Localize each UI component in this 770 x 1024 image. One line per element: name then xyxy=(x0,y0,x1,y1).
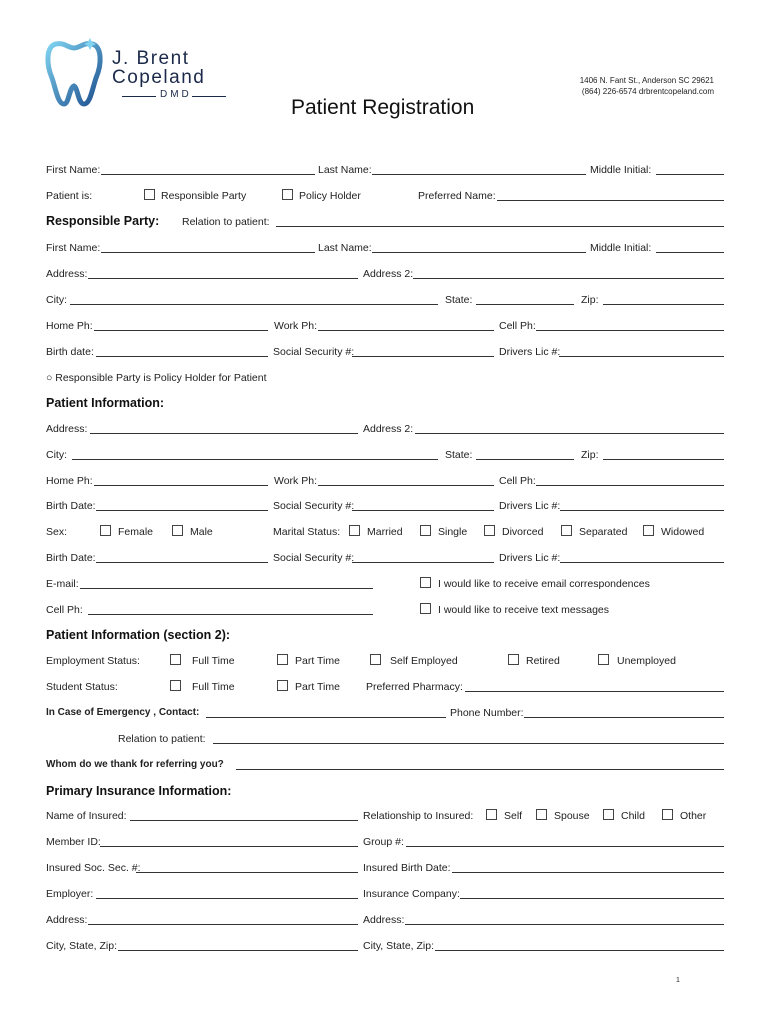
emergency-contact-field[interactable] xyxy=(206,717,446,718)
relationship-self-label: Self xyxy=(504,810,523,822)
preferred-name-field[interactable] xyxy=(497,200,724,201)
self-employed-checkbox[interactable] xyxy=(370,654,381,665)
patient-address-label: Address: xyxy=(46,423,88,435)
text-opt-in-checkbox[interactable] xyxy=(420,603,431,614)
resp-address2-label: Address 2: xyxy=(363,268,414,280)
resp-last-name-field[interactable] xyxy=(372,252,586,253)
student-full-time-checkbox[interactable] xyxy=(170,680,181,691)
student-part-time-checkbox[interactable] xyxy=(277,680,288,691)
emergency-relation-label: Relation to patient: xyxy=(118,733,206,745)
emergency-relation-field[interactable] xyxy=(213,743,724,744)
resp-first-name-label: First Name: xyxy=(46,242,101,254)
relationship-other-label: Other xyxy=(680,810,707,822)
relationship-child-label: Child xyxy=(621,810,645,822)
practice-address: 1406 N. Fant St., Anderson SC 29621 xyxy=(579,76,714,85)
patient-drivers-lic-field[interactable] xyxy=(560,510,724,511)
patient-home-ph-label: Home Ph: xyxy=(46,475,93,487)
resp-drivers-lic-label: Drivers Lic #: xyxy=(499,346,561,358)
insured-ssn-label: Insured Soc. Sec. #: xyxy=(46,862,141,874)
resp-drivers-lic-field[interactable] xyxy=(559,356,724,357)
retired-checkbox[interactable] xyxy=(508,654,519,665)
resp-ssn-label: Social Security #: xyxy=(273,346,355,358)
employment-part-time-checkbox[interactable] xyxy=(277,654,288,665)
referral-field[interactable] xyxy=(236,769,724,770)
resp-home-ph-label: Home Ph: xyxy=(46,320,93,332)
name-of-insured-label: Name of Insured: xyxy=(46,810,127,822)
insured-city-state-zip-field[interactable] xyxy=(118,950,358,951)
responsible-party-heading: Responsible Party: xyxy=(46,214,160,228)
insured-address-field[interactable] xyxy=(88,924,358,925)
marital-divorced-label: Divorced xyxy=(502,526,544,538)
patient-address-field[interactable] xyxy=(90,433,358,434)
marital-widowed-checkbox[interactable] xyxy=(643,525,654,536)
member-id-field[interactable] xyxy=(100,846,358,847)
resp-state-label: State: xyxy=(445,294,473,306)
logo-dmd: DMD xyxy=(160,89,192,100)
relationship-other-checkbox[interactable] xyxy=(662,809,673,820)
self-employed-label: Self Employed xyxy=(390,655,458,667)
patient-birth-date2-field[interactable] xyxy=(96,562,268,563)
practice-logo xyxy=(44,38,244,110)
primary-insurance-heading: Primary Insurance Information: xyxy=(46,784,232,798)
company-address-field[interactable] xyxy=(405,924,724,925)
patient-city-field[interactable] xyxy=(72,459,438,460)
employment-full-time-checkbox[interactable] xyxy=(170,654,181,665)
resp-relation-field[interactable] xyxy=(276,226,724,227)
responsible-party-checkbox[interactable] xyxy=(144,189,155,200)
sex-male-label: Male xyxy=(190,526,213,538)
resp-zip-label: Zip: xyxy=(581,294,599,306)
marital-status-label: Marital Status: xyxy=(273,526,341,538)
relationship-to-insured-label: Relationship to Insured: xyxy=(363,810,474,822)
email-opt-in-checkbox[interactable] xyxy=(420,577,431,588)
middle-initial-field[interactable] xyxy=(656,174,724,175)
name-of-insured-field[interactable] xyxy=(130,820,358,821)
insured-birth-date-field[interactable] xyxy=(452,872,724,873)
logo-name-line2: Copeland xyxy=(112,67,206,88)
patient-cell-ph2-label: Cell Ph: xyxy=(46,604,83,616)
resp-work-ph-label: Work Ph: xyxy=(274,320,317,332)
logo-rule-left xyxy=(122,96,156,97)
page-title: Patient Registration xyxy=(291,96,475,119)
employment-status-label: Employment Status: xyxy=(46,655,140,667)
unemployed-checkbox[interactable] xyxy=(598,654,609,665)
marital-married-label: Married xyxy=(367,526,403,538)
patient-state-field[interactable] xyxy=(476,459,574,460)
resp-ssn-field[interactable] xyxy=(352,356,494,357)
patient-ssn2-field[interactable] xyxy=(352,562,494,563)
patient-info-heading: Patient Information: xyxy=(46,396,165,410)
patient-drivers-lic2-label: Drivers Lic #: xyxy=(499,552,561,564)
employment-full-time-label: Full Time xyxy=(192,655,235,667)
company-city-state-zip-field[interactable] xyxy=(435,950,724,951)
resp-first-name-field[interactable] xyxy=(101,252,315,253)
referral-label: Whom do we thank for referring you? xyxy=(46,759,224,770)
marital-separated-label: Separated xyxy=(579,526,628,538)
resp-relation-label: Relation to patient: xyxy=(182,216,270,228)
email-field[interactable] xyxy=(80,588,373,589)
insured-city-state-zip-label: City, State, Zip: xyxy=(46,940,117,952)
logo-rule-right xyxy=(192,96,226,97)
resp-cell-ph-field[interactable] xyxy=(536,330,724,331)
insured-birth-date-label: Insured Birth Date: xyxy=(363,862,451,874)
resp-address2-field[interactable] xyxy=(413,278,724,279)
resp-zip-field[interactable] xyxy=(603,304,724,305)
email-label: E-mail: xyxy=(46,578,79,590)
patient-drivers-lic2-field[interactable] xyxy=(560,562,724,563)
insurance-company-field[interactable] xyxy=(460,898,724,899)
last-name-label: Last Name: xyxy=(318,164,372,176)
last-name-field[interactable] xyxy=(372,174,586,175)
resp-address-label: Address: xyxy=(46,268,88,280)
employment-part-time-label: Part Time xyxy=(295,655,340,667)
insured-address-label: Address: xyxy=(46,914,88,926)
patient-zip-field[interactable] xyxy=(603,459,724,460)
patient-ssn-field[interactable] xyxy=(352,510,494,511)
relationship-self-checkbox[interactable] xyxy=(486,809,497,820)
employer-label: Employer: xyxy=(46,888,94,900)
relationship-child-checkbox[interactable] xyxy=(603,809,614,820)
practice-contact: (864) 226-6574 drbrentcopeland.com xyxy=(581,87,714,96)
phone-number-label: Phone Number: xyxy=(450,707,524,719)
relationship-spouse-checkbox[interactable] xyxy=(536,809,547,820)
relationship-spouse-label: Spouse xyxy=(554,810,590,822)
patient-info-section2-heading: Patient Information (section 2): xyxy=(46,628,231,642)
resp-work-ph-field[interactable] xyxy=(318,330,494,331)
patient-address2-field[interactable] xyxy=(415,433,724,434)
patient-address2-label: Address 2: xyxy=(363,423,414,435)
patient-birth-date2-label: Birth Date: xyxy=(46,552,96,564)
member-id-label: Member ID: xyxy=(46,836,101,848)
resp-birth-date-label: Birth date: xyxy=(46,346,94,358)
marital-divorced-checkbox[interactable] xyxy=(484,525,495,536)
marital-widowed-label: Widowed xyxy=(661,526,705,538)
group-number-field[interactable] xyxy=(406,846,724,847)
emergency-contact-label: In Case of Emergency , Contact: xyxy=(46,707,200,718)
patient-cell-ph-label: Cell Ph: xyxy=(499,475,536,487)
resp-address-field[interactable] xyxy=(88,278,358,279)
patient-birth-date-field[interactable] xyxy=(96,510,268,511)
resp-policy-holder-option[interactable]: ○ Responsible Party is Policy Holder for Patient xyxy=(46,372,267,384)
first-name-field[interactable] xyxy=(101,174,315,175)
text-opt-in-label: I would like to receive text messages xyxy=(438,604,609,616)
resp-cell-ph-label: Cell Ph: xyxy=(499,320,536,332)
sex-label: Sex: xyxy=(46,526,68,538)
preferred-name-label: Preferred Name: xyxy=(418,190,496,202)
patient-home-ph-field[interactable] xyxy=(94,485,268,486)
insured-ssn-field[interactable] xyxy=(136,872,358,873)
student-status-label: Student Status: xyxy=(46,681,118,693)
resp-last-name-label: Last Name: xyxy=(318,242,372,254)
sex-female-label: Female xyxy=(118,526,154,538)
patient-ssn2-label: Social Security #: xyxy=(273,552,355,564)
resp-state-field[interactable] xyxy=(476,304,574,305)
student-part-time-label: Part Time xyxy=(295,681,340,693)
email-opt-in-label: I would like to receive email correspondences xyxy=(438,578,650,590)
patient-state-label: State: xyxy=(445,449,473,461)
group-number-label: Group #: xyxy=(363,836,404,848)
policy-holder-checkbox[interactable] xyxy=(282,189,293,200)
student-full-time-label: Full Time xyxy=(192,681,235,693)
marital-single-label: Single xyxy=(438,526,468,538)
logo-name-line1: J. Brent xyxy=(112,48,190,69)
unemployed-label: Unemployed xyxy=(617,655,676,667)
page-number: 1 xyxy=(676,977,680,984)
phone-number-field[interactable] xyxy=(524,717,724,718)
patient-drivers-lic-label: Drivers Lic #: xyxy=(499,500,561,512)
patient-work-ph-field[interactable] xyxy=(318,485,494,486)
middle-initial-label: Middle Initial: xyxy=(590,164,652,176)
patient-zip-label: Zip: xyxy=(581,449,599,461)
retired-label: Retired xyxy=(526,655,560,667)
patient-city-label: City: xyxy=(46,449,67,461)
preferred-pharmacy-label: Preferred Pharmacy: xyxy=(366,681,463,693)
resp-home-ph-field[interactable] xyxy=(94,330,268,331)
patient-work-ph-label: Work Ph: xyxy=(274,475,317,487)
resp-city-field[interactable] xyxy=(70,304,438,305)
sex-male-checkbox[interactable] xyxy=(172,525,183,536)
resp-middle-initial-label: Middle Initial: xyxy=(590,242,652,254)
company-city-state-zip-label: City, State, Zip: xyxy=(363,940,434,952)
first-name-label: First Name: xyxy=(46,164,101,176)
tooth-icon xyxy=(44,38,106,110)
marital-single-checkbox[interactable] xyxy=(420,525,431,536)
marital-married-checkbox[interactable] xyxy=(349,525,360,536)
patient-birth-date-label: Birth Date: xyxy=(46,500,96,512)
patient-cell-ph2-field[interactable] xyxy=(88,614,373,615)
resp-middle-initial-field[interactable] xyxy=(656,252,724,253)
sex-female-checkbox[interactable] xyxy=(100,525,111,536)
patient-is-label: Patient is: xyxy=(46,190,93,202)
responsible-party-option-label: Responsible Party xyxy=(161,190,247,202)
resp-birth-date-field[interactable] xyxy=(96,356,268,357)
patient-ssn-label: Social Security #: xyxy=(273,500,355,512)
patient-cell-ph-field[interactable] xyxy=(536,485,724,486)
marital-separated-checkbox[interactable] xyxy=(561,525,572,536)
policy-holder-option-label: Policy Holder xyxy=(299,190,361,202)
company-address-label: Address: xyxy=(363,914,405,926)
resp-city-label: City: xyxy=(46,294,67,306)
employer-field[interactable] xyxy=(96,898,358,899)
insurance-company-label: Insurance Company: xyxy=(363,888,460,900)
preferred-pharmacy-field[interactable] xyxy=(465,691,724,692)
